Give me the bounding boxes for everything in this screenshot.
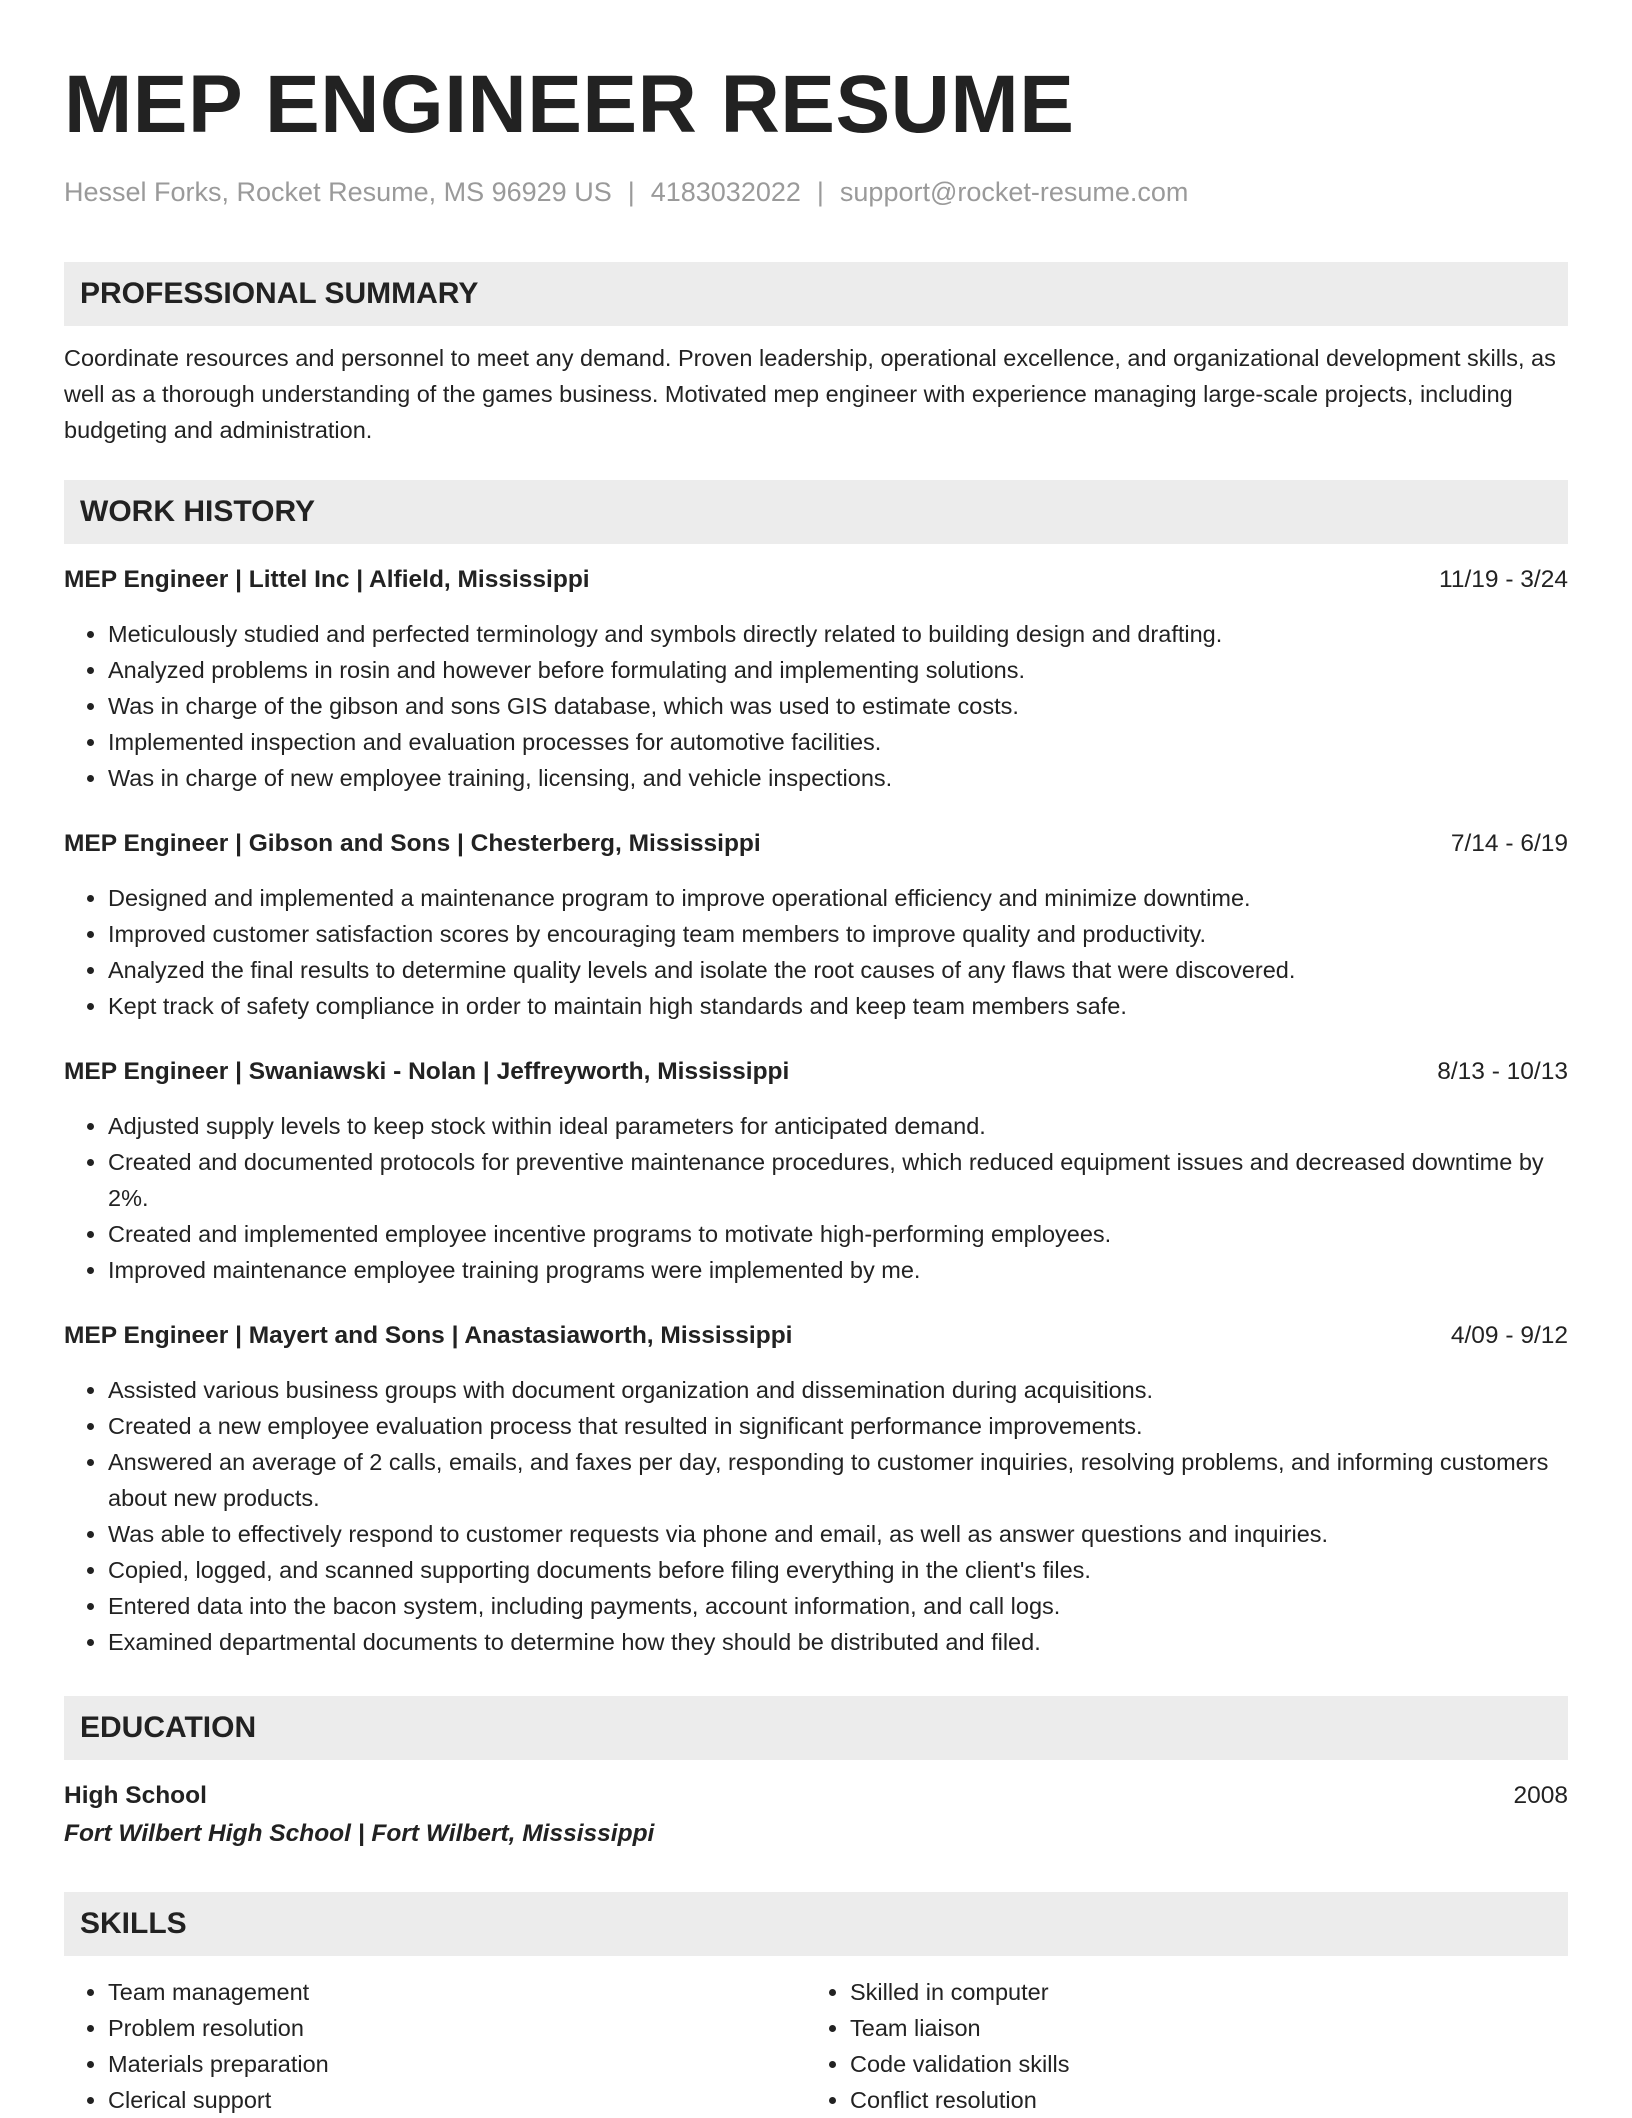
bullet-item: • Kept track of safety compliance in order to maintain high standards and keep team members safe.	[108, 988, 1568, 1024]
job-title: MEP Engineer | Swaniawski - Nolan | Jeffreyworth, Mississippi	[64, 1058, 790, 1085]
job-bullets	[64, 880, 1568, 1024]
job-header	[64, 562, 1568, 598]
contact-separator: |	[627, 177, 635, 207]
bullet-item: • Examined departmental documents to determine how they should be distributed and filed.	[108, 1624, 1568, 1660]
bullet-item: • Entered data into the bacon system, including payments, account information, and call logs.	[108, 1588, 1568, 1624]
skill-item: • Problem resolution	[108, 2010, 806, 2046]
skills-column-left	[64, 1974, 806, 2118]
resume-title: MEP ENGINEER RESUME	[64, 59, 1075, 150]
job-dates: 7/14 - 6/19	[1450, 830, 1568, 857]
job-title: MEP Engineer | Mayert and Sons | Anastasiaworth, Mississippi	[64, 1322, 793, 1349]
job-dates: 8/13 - 10/13	[1437, 1058, 1568, 1085]
contact-line	[64, 175, 1568, 209]
job-dates: 4/09 - 9/12	[1450, 1322, 1568, 1349]
skills-column-right	[806, 1974, 1548, 2118]
contact-separator: |	[816, 177, 824, 207]
job-title: MEP Engineer | Littel Inc | Alfield, Mississippi	[64, 566, 590, 593]
skill-item: • Materials preparation	[108, 2046, 806, 2082]
job-header	[64, 1054, 1568, 1090]
contact-address: Hessel Forks, Rocket Resume, MS 96929 US	[64, 177, 612, 207]
job-entry	[64, 826, 1568, 1024]
bullet-item: • Created a new employee evaluation process that resulted in significant performance improvements.	[108, 1408, 1568, 1444]
bullet-item: • Answered an average of 2 calls, emails, and faxes per day, responding to customer inquiries, resolving problems, and informing customers about new products.	[108, 1444, 1568, 1516]
education-year: 2008	[1513, 1782, 1568, 1809]
bullet-item: • Analyzed problems in rosin and however before formulating and implementing solutions.	[108, 652, 1568, 688]
job-header	[64, 826, 1568, 862]
bullet-item: • Was in charge of the gibson and sons GIS database, which was used to estimate costs.	[108, 688, 1568, 724]
section-header-work-history: WORK HISTORY	[64, 480, 1568, 544]
job-title: MEP Engineer | Gibson and Sons | Chesterberg, Mississippi	[64, 830, 761, 857]
skill-item: • Clerical support	[108, 2082, 806, 2118]
skill-item: • Team liaison	[850, 2010, 1548, 2046]
bullet-item: • Assisted various business groups with document organization and dissemination during acquisitions.	[108, 1372, 1568, 1408]
skill-item: • Conflict resolution	[850, 2082, 1548, 2118]
bullet-item: • Was in charge of new employee training, licensing, and vehicle inspections.	[108, 760, 1568, 796]
skill-item: • Code validation skills	[850, 2046, 1548, 2082]
section-header-skills: SKILLS	[64, 1892, 1568, 1956]
job-dates: 11/19 - 3/24	[1439, 566, 1568, 593]
section-header-education: EDUCATION	[64, 1696, 1568, 1760]
skill-item: • Team management	[108, 1974, 806, 2010]
bullet-item: • Was able to effectively respond to customer requests via phone and email, as well as answer questions and inquiries.	[108, 1516, 1568, 1552]
contact-phone: 4183032022	[650, 177, 801, 207]
section-header-summary: PROFESSIONAL SUMMARY	[64, 262, 1568, 326]
job-entry	[64, 1054, 1568, 1288]
job-header	[64, 1318, 1568, 1354]
bullet-item: • Designed and implemented a maintenance program to improve operational efficiency and minimize downtime.	[108, 880, 1568, 916]
bullet-item: • Adjusted supply levels to keep stock within ideal parameters for anticipated demand.	[108, 1108, 1568, 1144]
bullet-item: • Copied, logged, and scanned supporting documents before filing everything in the client's files.	[108, 1552, 1568, 1588]
bullet-item: • Implemented inspection and evaluation processes for automotive facilities.	[108, 724, 1568, 760]
summary-text: Coordinate resources and personnel to meet any demand. Proven leadership, operational excellence, and organizational development skills, as well as a thorough understanding of the games business. Motivated mep engineer with experience managing large-scale projects, including budgeting and administration.	[64, 345, 1556, 443]
skill-item: • Skilled in computer	[850, 1974, 1548, 2010]
job-bullets	[64, 616, 1568, 796]
bullet-item: • Created and implemented employee incentive programs to motivate high-performing employees.	[108, 1216, 1568, 1252]
bullet-item: • Meticulously studied and perfected terminology and symbols directly related to building design and drafting.	[108, 616, 1568, 652]
bullet-item: • Created and documented protocols for preventive maintenance procedures, which reduced equipment issues and decreased downtime by 2%.	[108, 1144, 1568, 1216]
job-bullets	[64, 1108, 1568, 1288]
skills-list	[64, 1974, 1568, 2118]
bullet-item: • Improved maintenance employee training programs were implemented by me.	[108, 1252, 1568, 1288]
contact-email: support@rocket-resume.com	[839, 177, 1189, 207]
bullet-item: • Improved customer satisfaction scores by encouraging team members to improve quality and productivity.	[108, 916, 1568, 952]
job-bullets	[64, 1372, 1568, 1660]
education-header	[64, 1778, 1568, 1814]
bullet-item: • Analyzed the final results to determine quality levels and isolate the root causes of any flaws that were discovered.	[108, 952, 1568, 988]
education-entry	[64, 1778, 1568, 1852]
job-entry	[64, 1318, 1568, 1660]
job-entry	[64, 562, 1568, 796]
education-degree: High School	[64, 1782, 207, 1809]
education-school: Fort Wilbert High School | Fort Wilbert, Mississippi	[64, 1820, 655, 1847]
